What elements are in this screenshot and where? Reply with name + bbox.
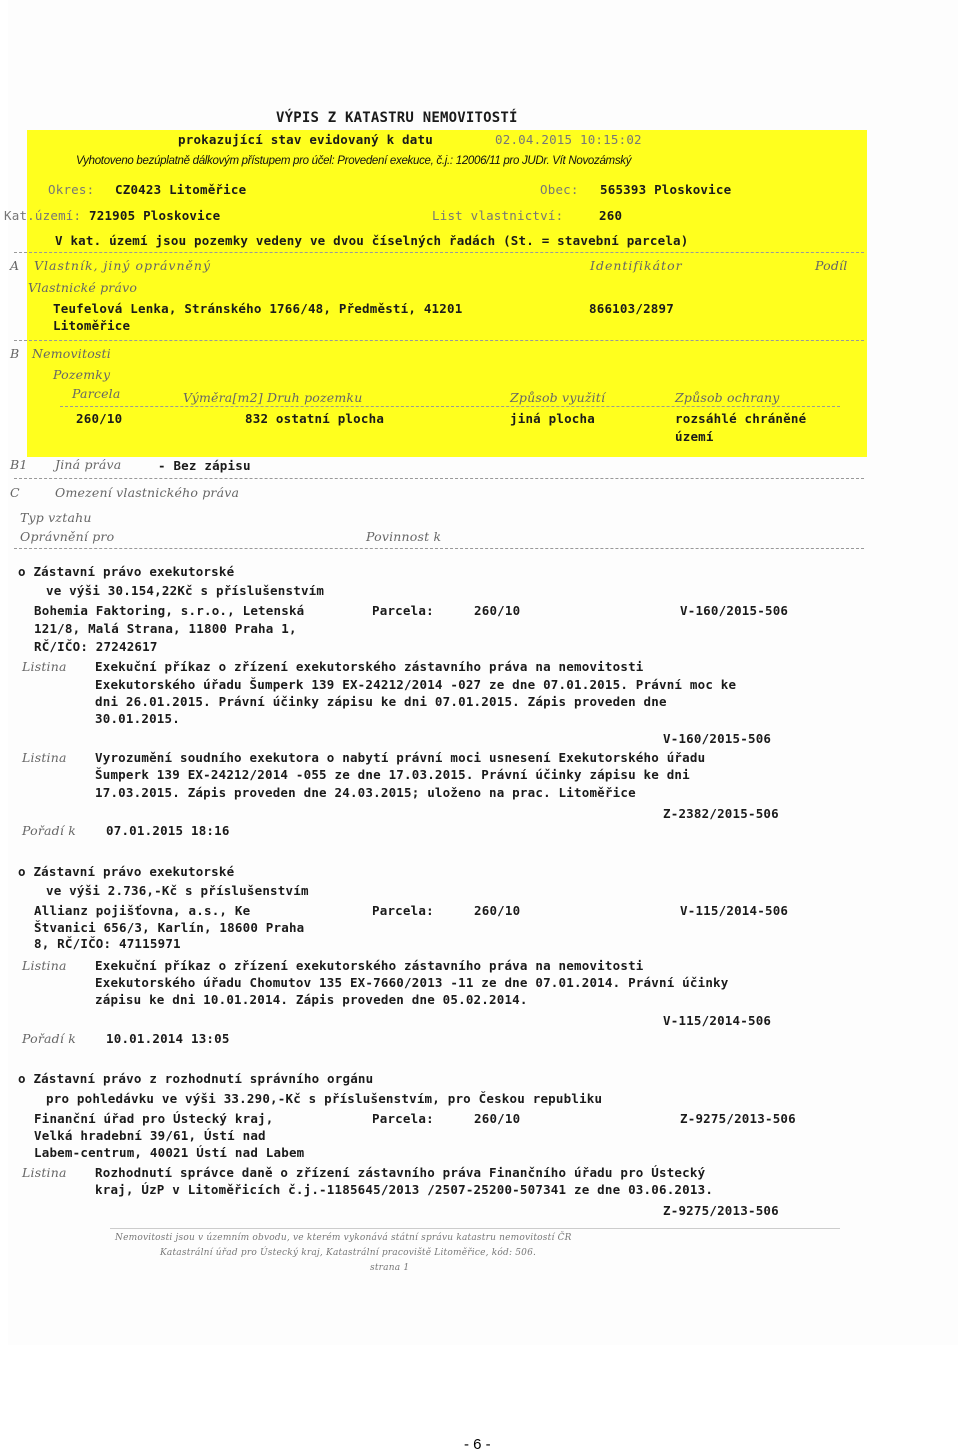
pozemky-label: Pozemky (53, 367, 111, 382)
land-use: jiná plocha (510, 411, 595, 426)
owner-id: 866103/2897 (589, 301, 674, 316)
entry1-doc2-label: Listina (22, 750, 67, 765)
entry3-creditor-line3: Labem-centrum, 40021 Ústí nad Labem (34, 1145, 305, 1160)
kat-uzemi-note: V kat. území jsou pozemky vedeny ve dvou číselných řadách (St. = stavební parcela) (55, 233, 689, 248)
entry3-doc-ref: Z-9275/2013-506 (663, 1203, 779, 1218)
entry2-creditor-line3: 8, RČ/IČO: 47115971 (34, 936, 181, 951)
katuzemi-value: 721905 Ploskovice (89, 208, 221, 223)
document-title: VÝPIS Z KATASTRU NEMOVITOSTÍ (276, 110, 518, 126)
entry3-creditor-line2: Velká hradební 39/61, Ústí nad (34, 1128, 266, 1143)
entry3-amount: pro pohledávku ve výši 33.290,-Kč s příslušenstvím, pro Českou republiku (46, 1091, 603, 1106)
lv-label: List vlastnictví: (432, 208, 564, 223)
subtitle-prefix: prokazující stav evidovaný k datu (178, 132, 433, 147)
divider (14, 340, 864, 341)
section-c-marker: C (10, 485, 20, 500)
subtitle-date: 02.04.2015 10:15:02 (495, 132, 642, 147)
entry2-creditor-line1: Allianz pojišťovna, a.s., Ke (34, 903, 251, 918)
entry3-doc-label: Listina (22, 1165, 67, 1180)
entry3-ref: Z-9275/2013-506 (680, 1111, 796, 1126)
entry2-order: 10.01.2014 13:05 (106, 1031, 230, 1046)
area-and-type: 832 ostatní plocha (245, 411, 385, 426)
entry3-parcel-label: Parcela: (372, 1111, 434, 1126)
entry1-doc1-line1: Exekuční příkaz o zřízení exekutorského zástavního práva na nemovitosti (95, 659, 644, 674)
entry3-creditor-line1: Finanční úřad pro Ústecký kraj, (34, 1111, 274, 1126)
entry1-order-label: Pořadí k (22, 823, 77, 838)
okres-label: Okres: (48, 182, 95, 197)
entry2-creditor-line2: Štvanici 656/3, Karlín, 18600 Praha (34, 920, 305, 935)
entry1-creditor-line2: 121/8, Malá Strana, 11800 Praha 1, (34, 621, 297, 636)
obec-label: Obec: (540, 182, 579, 197)
footer-line3: strana 1 (370, 1263, 410, 1273)
divider (14, 252, 864, 253)
section-a-marker: A (10, 258, 20, 273)
col-parcel: Parcela (72, 386, 121, 401)
entry1-amount: ve výši 30.154,22Kč s příslušenstvím (46, 583, 325, 598)
section-b1-marker: B1 (10, 457, 28, 472)
divider (14, 548, 864, 549)
highlight-marker (27, 130, 867, 457)
purpose-note: Vyhotoveno bezúplatně dálkovým přístupem pro účel: Provedení exekuce, č.j.: 12006/11 pro JUDr. Vít Novozámský (76, 155, 632, 167)
footer-line2: Katastrální úřad pro Ústecký kraj, Katastrální pracoviště Litoměřice, kód: 506. (160, 1248, 537, 1258)
entry1-creditor-line1: Bohemia Faktoring, s.r.o., Letenská (34, 603, 305, 618)
col-area-type: Výměra[m2] Druh pozemku (183, 390, 363, 405)
entry2-amount: ve výši 2.736,-Kč s příslušenstvím (46, 883, 309, 898)
entry1-doc1-line4: 30.01.2015. (95, 711, 180, 726)
footer-divider (110, 1228, 840, 1229)
parcel-number: 260/10 (76, 411, 123, 426)
entry2-order-label: Pořadí k (22, 1031, 77, 1046)
protection-line2: území (675, 429, 714, 444)
entry2-doc-ref: V-115/2014-506 (663, 1013, 772, 1028)
identifier-label: Identifikátor (590, 258, 683, 273)
entry1-doc1-line3: dni 26.01.2015. Právní účinky zápisu ke dni 07.01.2015. Zápis proveden dne (95, 694, 667, 709)
page-number: - 6 - (464, 1436, 491, 1453)
footer-line1: Nemovitosti jsou v územním obvodu, ve kterém vykonává státní správu katastru nemovitostí ČR (115, 1233, 572, 1243)
entry1-creditor-line3: RČ/IČO: 27242617 (34, 639, 158, 654)
entry1-ref: V-160/2015-506 (680, 603, 789, 618)
entry2-doc-line3: zápisu ke dni 10.01.2014. Zápis proveden dne 05.02.2014. (95, 992, 528, 1007)
entry3-doc-line1: Rozhodnutí správce daně o zřízení zástavního práva Finančního úřadu pro Ústecký (95, 1165, 706, 1180)
entry3-title: o Zástavní právo z rozhodnutí správního orgánu (18, 1071, 374, 1086)
entry1-parcel: 260/10 (474, 603, 521, 618)
protection-line1: rozsáhlé chráněné (675, 411, 807, 426)
section-b1-value: - Bez zápisu (158, 458, 251, 473)
entry1-doc2-line1: Vyrozumění soudního exekutora o nabytí právní moci usnesení Exekutorského úřadu (95, 750, 706, 765)
entry2-parcel-label: Parcela: (372, 903, 434, 918)
entry3-doc-line2: kraj, ÚzP v Litoměřicích č.j.-1185645/2013 /2507-25200-507341 ze dne 03.06.2013. (95, 1182, 714, 1197)
entry1-title: o Zástavní právo exekutorské (18, 564, 235, 579)
entry1-parcel-label: Parcela: (372, 603, 434, 618)
owner-line2: Litoměřice (53, 318, 131, 333)
obec-value: 565393 Ploskovice (600, 182, 732, 197)
okres-value: CZ0423 Litoměřice (115, 182, 247, 197)
col-beneficiary: Oprávnění pro (20, 529, 115, 544)
rights-label: Vlastnické právo (28, 280, 138, 295)
col-relation-type: Typ vztahu (20, 510, 92, 525)
col-obligation: Povinnost k (366, 529, 442, 544)
entry1-doc2-line2: Šumperk 139 EX-24212/2014 -055 ze dne 17.03.2015. Právní účinky zápisu ke dni (95, 767, 690, 782)
entry2-doc-line1: Exekuční příkaz o zřízení exekutorského zástavního práva na nemovitosti (95, 958, 644, 973)
section-b1-label: Jiná práva (55, 457, 122, 472)
entry1-doc1-line2: Exekutorského úřadu Šumperk 139 EX-24212/2014 -027 ze dne 07.01.2015. Právní moc ke (95, 677, 737, 692)
share-label: Podíl (815, 258, 848, 273)
katuzemi-label: Kat.území: (4, 208, 82, 223)
section-c-label: Omezení vlastnického práva (55, 485, 240, 500)
entry1-doc1-ref: V-160/2015-506 (663, 731, 772, 746)
col-protection: Způsob ochrany (675, 390, 780, 405)
entry3-parcel: 260/10 (474, 1111, 521, 1126)
col-use: Způsob využití (510, 390, 606, 405)
entry1-doc1-label: Listina (22, 659, 67, 674)
entry2-doc-line2: Exekutorského úřadu Chomutov 135 EX-7660/2013 -11 ze dne 07.01.2014. Právní účinky (95, 975, 729, 990)
entry2-title: o Zástavní právo exekutorské (18, 864, 235, 879)
entry2-parcel: 260/10 (474, 903, 521, 918)
section-b-marker: B (10, 346, 20, 361)
entry1-order: 07.01.2015 18:16 (106, 823, 230, 838)
section-b-label: Nemovitosti (32, 346, 111, 361)
divider (60, 406, 840, 407)
entry1-doc2-ref: Z-2382/2015-506 (663, 806, 779, 821)
entry2-ref: V-115/2014-506 (680, 903, 789, 918)
entry1-doc2-line3: 17.03.2015. Zápis proveden dne 24.03.2015; uloženo na prac. Litoměřice (95, 785, 636, 800)
section-a-label: Vlastník, jiný oprávněný (34, 258, 212, 273)
lv-value: 260 (599, 208, 623, 223)
entry2-doc-label: Listina (22, 958, 67, 973)
divider (14, 478, 864, 479)
owner-line1: Teufelová Lenka, Stránského 1766/48, Předměstí, 41201 (53, 301, 463, 316)
